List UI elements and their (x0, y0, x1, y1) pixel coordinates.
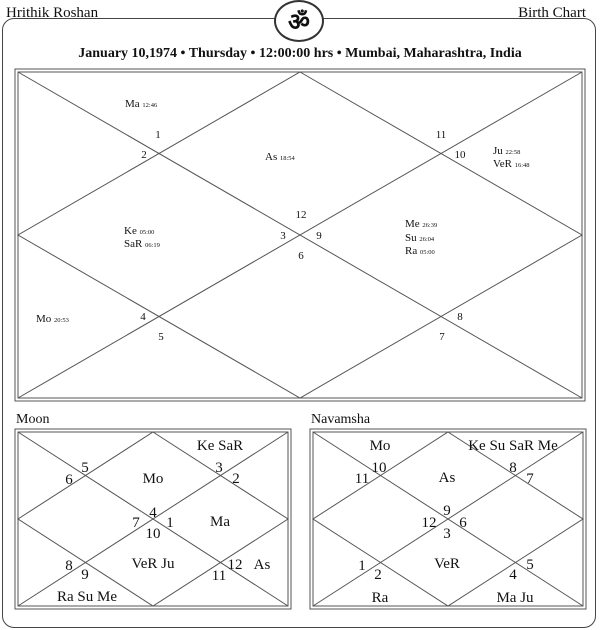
sign-number: 9 (443, 503, 451, 519)
planet-group: Ke SaR (196, 438, 244, 454)
sign-number: 2 (374, 567, 382, 583)
planet-ra (405, 245, 435, 257)
navamsha-chart (309, 428, 587, 610)
sign-number: 12 (295, 209, 307, 221)
sign-number: 5 (158, 331, 164, 343)
birth-details: January 10,1974 • Thursday • 12:00:00 hrs • Mumbai, Maharashtra, India (78, 46, 522, 61)
planet-su (405, 232, 435, 244)
sign-number: 4 (140, 311, 146, 323)
sign-number: 9 (81, 567, 89, 583)
planet-ke (124, 225, 154, 237)
sign-number: 10 (371, 460, 387, 476)
main-chart (14, 68, 586, 402)
svg-text:SaR 06:19: SaR 06:19 (124, 238, 160, 250)
navamsha-chart-title: Navamsha (311, 412, 371, 427)
sign-number: 2 (232, 471, 240, 487)
svg-text:As 18:54: As 18:54 (265, 151, 295, 163)
sign-number: 8 (65, 558, 73, 574)
svg-text:Ke 05:00: Ke 05:00 (124, 225, 155, 237)
sign-number: 12 (421, 515, 437, 531)
planet-group: VeR Ju (131, 556, 175, 572)
svg-text:Mo 20:53: Mo 20:53 (36, 313, 69, 325)
sign-number: 11 (435, 129, 447, 141)
planet-ma (125, 98, 158, 110)
sign-number: 8 (509, 460, 517, 476)
sign-number: 11 (211, 568, 227, 584)
planet-group: VeR (434, 556, 460, 572)
planet-ju (493, 145, 520, 157)
sign-number: 9 (316, 230, 322, 242)
planet-group: Ke Su SaR Me (468, 438, 558, 454)
planet-group: As (438, 470, 456, 486)
planet-group: Mo (369, 438, 391, 454)
planet-as (265, 151, 296, 163)
svg-text:Su 26:04: Su 26:04 (405, 232, 435, 244)
native-name: Hrithik Roshan (6, 5, 99, 21)
sign-number: 1 (358, 558, 366, 574)
sign-number: 10 (145, 526, 161, 542)
om-badge (274, 0, 324, 42)
sign-number: 6 (459, 515, 467, 531)
sign-number: 5 (526, 557, 534, 573)
sign-number: 7 (439, 331, 445, 343)
sign-number: 8 (457, 311, 463, 323)
svg-text:Ju 22:58: Ju 22:58 (493, 145, 521, 157)
planet-group: Ra (371, 590, 389, 606)
svg-text:Ra 05:00: Ra 05:00 (405, 245, 435, 257)
sign-number: 3 (443, 526, 451, 542)
sign-number: 2 (141, 149, 147, 161)
moon-chart (14, 428, 292, 610)
om-icon: ॐ (288, 7, 310, 36)
sign-number: 7 (526, 471, 534, 487)
sign-number: 3 (280, 230, 286, 242)
sign-number: 11 (354, 471, 370, 487)
planet-ver (493, 158, 530, 170)
sign-number: 6 (298, 250, 304, 262)
planet-mo (36, 313, 69, 325)
sign-number: 12 (227, 557, 243, 573)
planet-group: Ra Su Me (57, 589, 117, 605)
sign-number: 3 (215, 460, 223, 476)
sign-number: 4 (149, 505, 157, 521)
sign-number: 5 (81, 460, 89, 476)
planet-sar (124, 238, 160, 250)
sign-number: 6 (65, 472, 73, 488)
sign-number: 4 (509, 567, 517, 583)
svg-text:VeR 16:48: VeR 16:48 (493, 158, 530, 170)
planet-me (405, 218, 437, 230)
chart-title: Birth Chart (518, 5, 586, 21)
sign-number: 10 (454, 149, 466, 161)
sign-number: 1 (166, 515, 174, 531)
planet-group: Mo (142, 471, 164, 487)
moon-chart-title: Moon (16, 412, 50, 427)
svg-text:Me 26:39: Me 26:39 (405, 218, 438, 230)
planet-group: Ma (210, 514, 230, 530)
sign-number: 1 (155, 129, 161, 141)
planet-group: As (253, 557, 271, 573)
planet-group: Ma Ju (496, 590, 534, 606)
sign-number: 7 (132, 515, 140, 531)
svg-text:Ma 12:46: Ma 12:46 (125, 98, 158, 110)
